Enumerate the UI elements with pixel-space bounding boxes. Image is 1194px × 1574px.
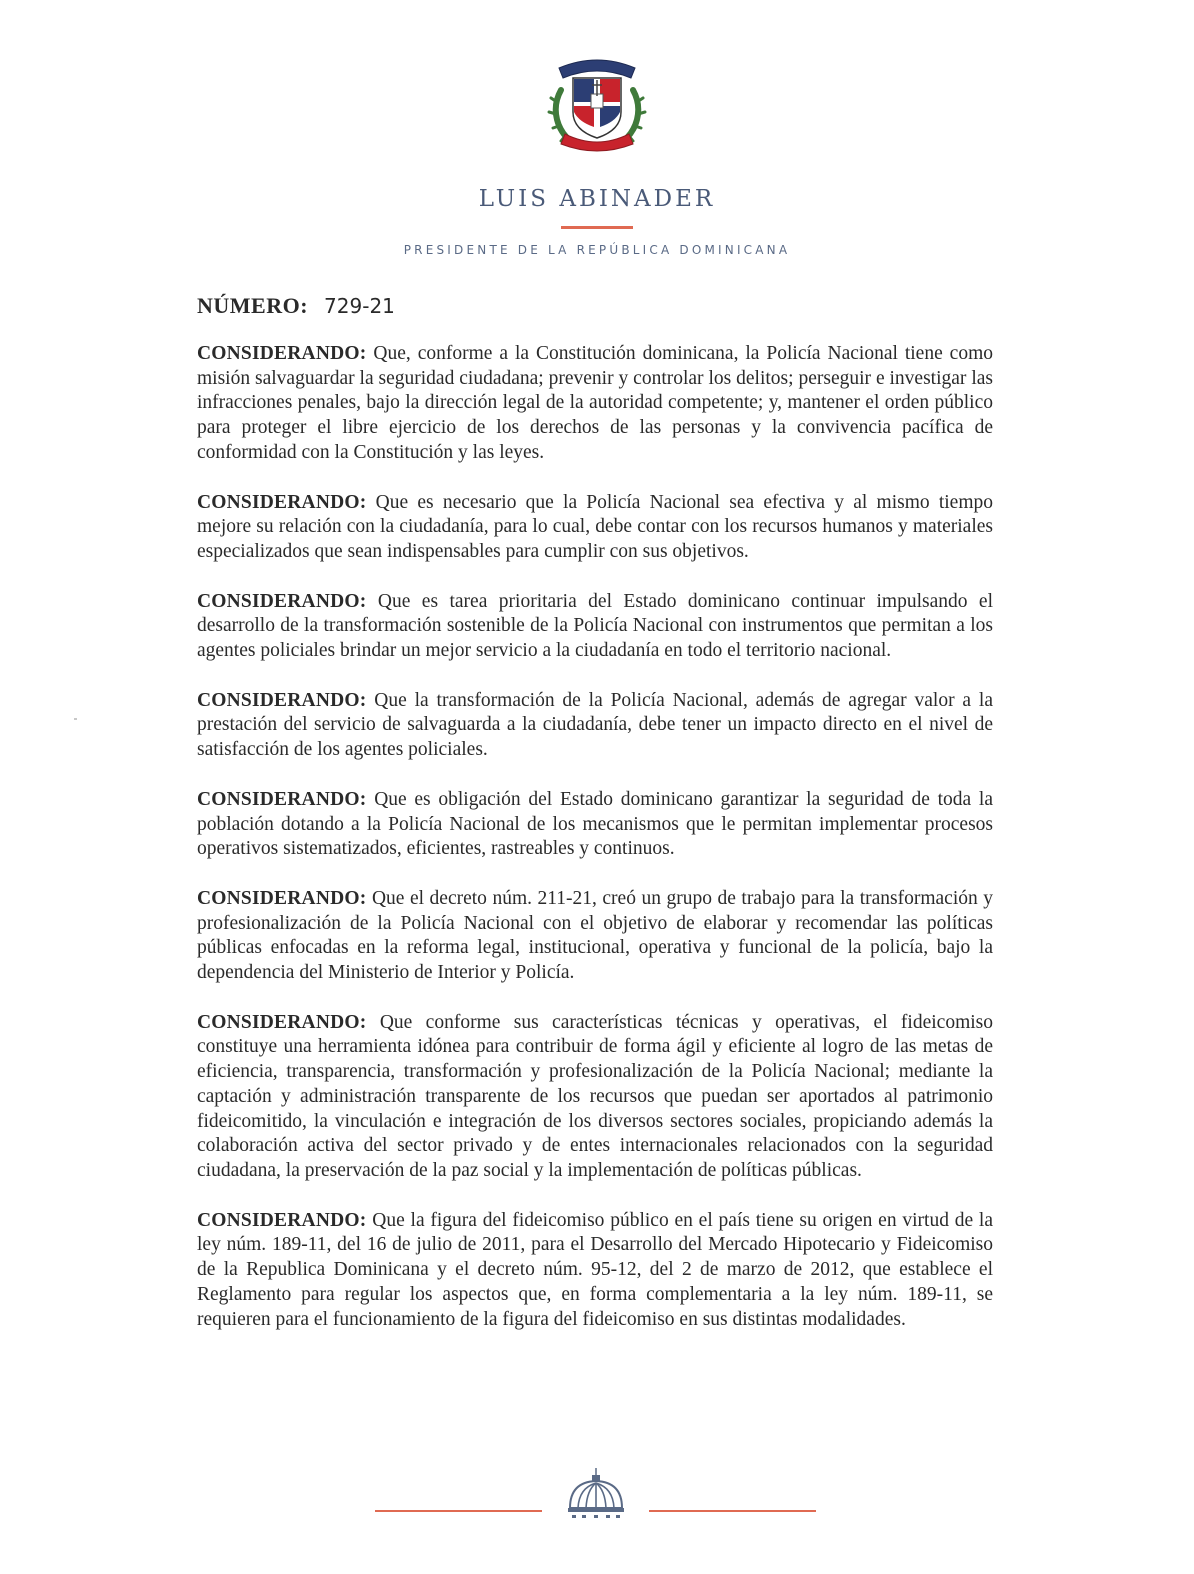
considerandos-section (197, 342, 993, 1357)
president-name: LUIS ABINADER (478, 186, 716, 212)
considerando-paragraph (197, 491, 993, 565)
considerando-paragraph (197, 788, 993, 862)
considerando-paragraph (197, 590, 993, 664)
palace-dome-icon (564, 1466, 628, 1522)
considerando-paragraph (197, 1011, 993, 1184)
considerando-label: CONSIDERANDO: (197, 887, 367, 909)
considerando-label: CONSIDERANDO: (197, 1209, 367, 1231)
president-title: PRESIDENTE DE LA REPÚBLICA DOMINICANA (403, 243, 791, 257)
considerando-label: CONSIDERANDO: (197, 343, 367, 364)
considerando-label: CONSIDERANDO: (197, 590, 367, 612)
considerando-text: Que, conforme a la Constitución dominicana, la Policía Nacional tiene como misión salvaguardar la seguridad ciudadana; prevenir y controlar los delitos; perseguir e investigar las infracciones penales, bajo la dirección legal de la autoridad competente; y, mantener el orden público para proteger el libre ejercicio de los derechos de las personas y la convivencia pacífica de conformidad con la Constitución y las leyes. (197, 343, 994, 463)
considerando-label: CONSIDERANDO: (197, 788, 367, 810)
considerando-text: Que es tarea prioritaria del Estado dominicano continuar impulsando el desarrollo de la transformación sostenible de la Policía Nacional con instrumentos que permitan a los agentes policiales brindar un mejor servicio a la ciudadanía en todo el territorio nacional. (197, 590, 993, 662)
decree-number-value: 729-21 (324, 294, 395, 318)
considerando-paragraph (197, 1209, 993, 1333)
considerando-label: CONSIDERANDO: (197, 689, 367, 711)
decree-number-label: NÚMERO: (197, 293, 309, 318)
considerando-paragraph (197, 887, 993, 986)
coat-of-arms-icon (547, 50, 647, 154)
considerando-paragraph (197, 689, 993, 763)
considerando-text: Que es necesario que la Policía Nacional sea efectiva y al mismo tiempo mejore su relación con la ciudadanía, para lo cual, debe contar con los recursos humanos y materiales especializados que sean indispensables para cumplir con sus objetivos. (197, 491, 994, 562)
considerando-paragraph (197, 342, 993, 466)
considerando-text: Que es obligación del Estado dominicano garantizar la seguridad de toda la población dotando a la Policía Nacional de los mecanismos que le permitan implementar procesos operativos sistematizados, eficientes, rastreables y continuos. (197, 788, 994, 860)
footer-divider-right (649, 1510, 816, 1512)
considerando-label: CONSIDERANDO: (197, 1011, 367, 1033)
considerando-text: Que la transformación de la Policía Nacional, además de agregar valor a la prestación del servicio de salvaguarda a la ciudadanía, debe tener un impacto directo en el nivel de satisfacción de los agentes policiales. (197, 689, 993, 761)
considerando-text: Que el decreto núm. 211-21, creó un grupo de trabajo para la transformación y profesionalización de la Policía Nacional con el objetivo de elaborar y recomendar las políticas públicas enfocadas en la reforma legal, institucional, operativa y funcional de la policía, bajo la dependencia del Ministerio de Interior y Policía. (197, 887, 993, 984)
considerando-text: Que conforme sus características técnicas y operativas, el fideicomiso constituye una herramienta idónea para contribuir de forma ágil y eficiente al logro de las metas de eficiencia, transparencia, transformación y profesionalización de la Policía Nacional; mediante la captación y administración transparente de los recursos que puedan ser aportados al patrimonio fideicomitido, la vinculación e integración de los diversos sectores sociales, propiciando además la colaboración activa del sector privado y de entes internacionales relacionados con la seguridad ciudadana, la preservación de la paz social y la implementación de políticas públicas. (197, 1011, 993, 1181)
decree-number (197, 293, 395, 319)
scan-artifact (74, 718, 77, 720)
considerando-text: Que la figura del fideicomiso público en el país tiene su origen en virtud de la ley núm. 189-11, del 16 de julio de 2011, para el Desarrollo del Mercado Hipotecario y Fideicomiso de la Republica Dominicana y el decreto núm. 95-12, del 2 de marzo de 2012, que establece el Reglamento para regular los aspectos que, en forma complementaria a la ley núm. 189-11, se requieren para el funcionamiento de la figura del fideicomiso en sus distintas modalidades. (197, 1209, 993, 1330)
footer-divider-left (375, 1510, 542, 1512)
header-divider (561, 226, 633, 229)
considerando-label: CONSIDERANDO: (197, 491, 367, 513)
